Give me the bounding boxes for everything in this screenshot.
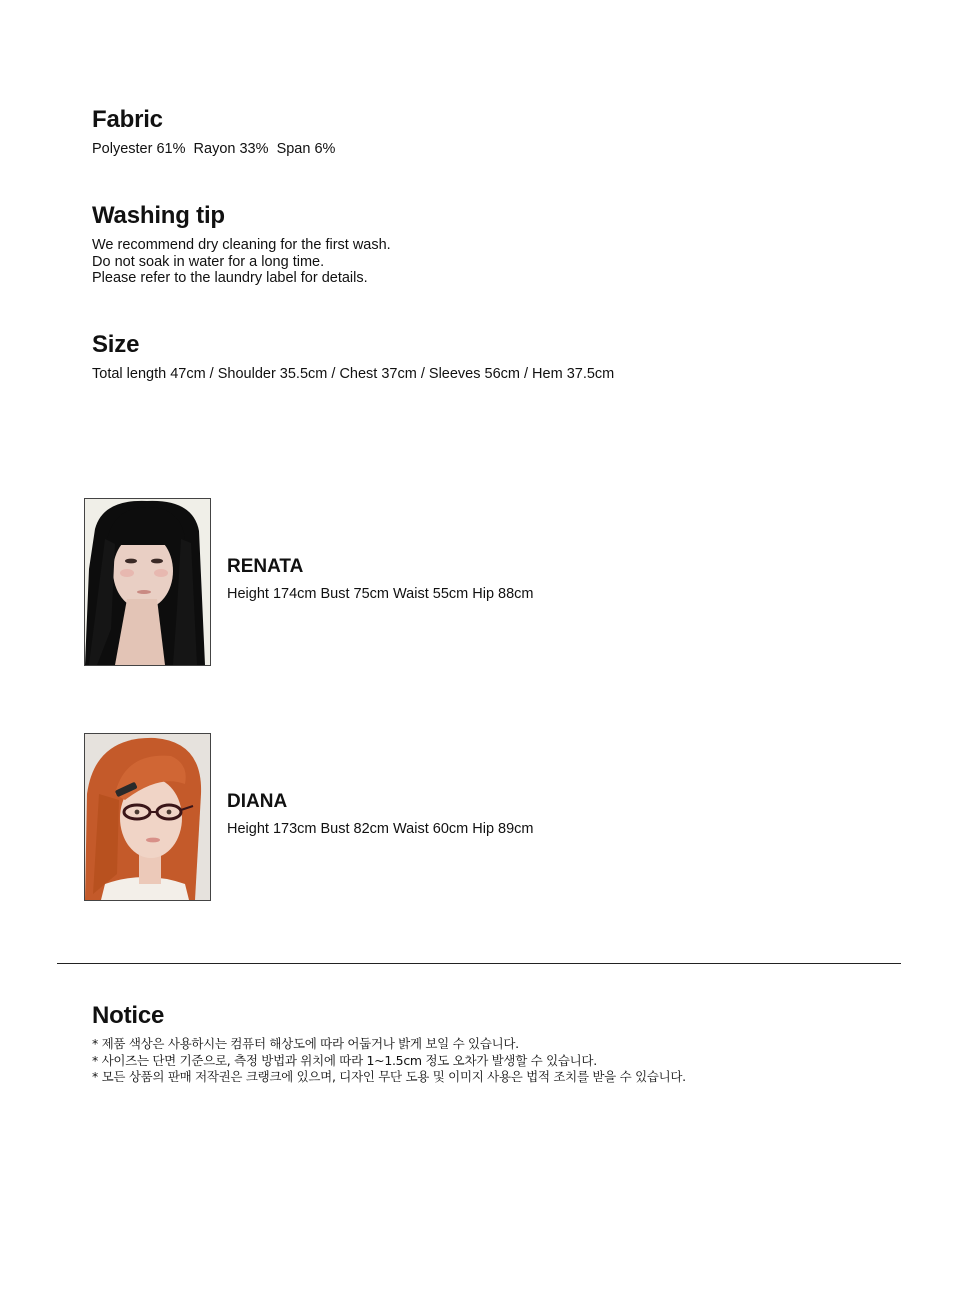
model-photo xyxy=(84,498,211,666)
size-section xyxy=(92,331,614,383)
size-measurements: Total length 47cm / Shoulder 35.5cm / Chest 37cm / Sleeves 56cm / Hem 37.5cm xyxy=(92,366,615,382)
model-photo xyxy=(84,733,211,901)
model-portrait-image xyxy=(85,734,210,900)
notice-section xyxy=(92,1002,686,1086)
notice-heading: Notice xyxy=(92,1002,165,1029)
fabric-composition: Polyester 61% Rayon 33% Span 6% xyxy=(92,141,336,157)
model-card-diana xyxy=(84,733,784,901)
fabric-heading: Fabric xyxy=(92,106,163,133)
notice-text xyxy=(92,1036,686,1086)
washing-tip-text xyxy=(92,237,391,287)
washing-tip-section xyxy=(92,202,391,287)
model-info xyxy=(227,556,534,603)
washing-tip-line: Do not soak in water for a long time. xyxy=(92,253,325,270)
washing-tip-heading: Washing tip xyxy=(92,202,225,229)
size-heading: Size xyxy=(92,331,140,358)
washing-tip-line: We recommend dry cleaning for the first wash. xyxy=(92,237,391,253)
notice-line: * 제품 색상은 사용하시는 컴퓨터 해상도에 따라 어둡거나 밝게 보일 수 있습니다. xyxy=(92,1036,519,1051)
notice-line: * 사이즈는 단면 기준으로, 측정 방법과 위치에 따라 1~1.5cm 정도 오차가 발생할 수 있습니다. xyxy=(92,1052,597,1068)
model-portrait-image xyxy=(85,499,210,665)
fabric-section xyxy=(92,106,335,158)
model-name: DIANA xyxy=(227,791,288,812)
model-info xyxy=(227,791,534,838)
model-card-renata xyxy=(84,498,784,666)
model-measurements: Height 173cm Bust 82cm Waist 60cm Hip 89cm xyxy=(227,821,534,837)
section-divider xyxy=(57,963,901,964)
washing-tip-line: Please refer to the laundry label for details. xyxy=(92,270,368,286)
model-measurements: Height 174cm Bust 75cm Waist 55cm Hip 88cm xyxy=(227,586,534,602)
notice-line: * 모든 상품의 판매 저작권은 크랭크에 있으며, 디자인 무단 도용 및 이미지 사용은 법적 조치를 받을 수 있습니다. xyxy=(92,1069,686,1084)
model-name: RENATA xyxy=(227,556,304,577)
